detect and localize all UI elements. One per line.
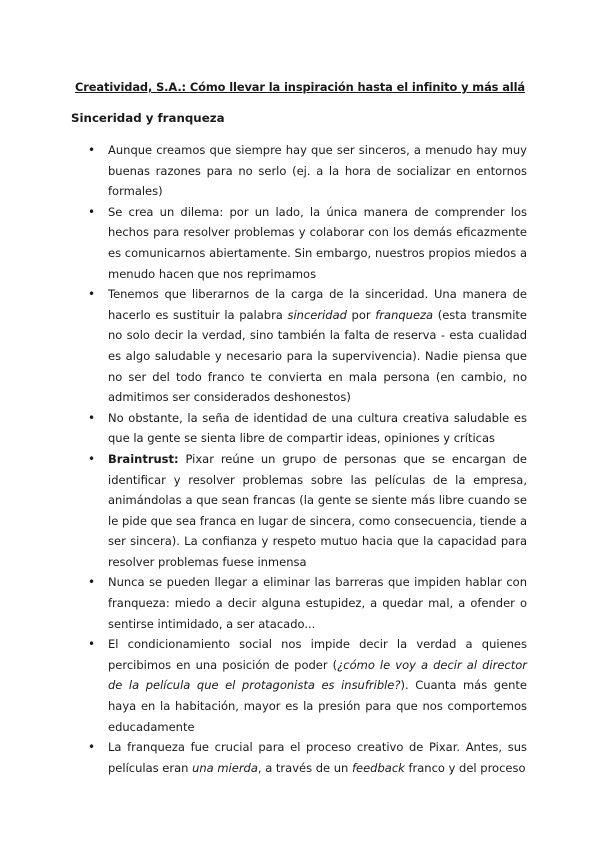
list-item <box>71 284 527 408</box>
bullet-text: El condicionamiento social nos impide decir la verdad a quienes percibimos en una posición de poder ( <box>108 637 527 672</box>
list-item <box>71 202 527 284</box>
list-item <box>71 572 527 634</box>
bullet-text: franco y del proceso <box>404 760 526 775</box>
bullet-text: Aunque creamos que siempre hay que ser sinceros, a menudo hay muy buenas razones para no serlo (ej. a la hora de socializar en entornos formales) <box>108 143 527 199</box>
bullet-text: Se crea un dilema: por un lado, la única manera de comprender los hechos para resolver problemas y colaborar con los demás eficazmente es comunicarnos abiertamente. Sin embargo, nuestros propios miedos a menudo hacen que nos reprimamos <box>108 204 527 281</box>
bullet-text: No obstante, la seña de identidad de una cultura creativa saludable es que la gente se sienta libre de compartir ideas, opiniones y críticas <box>108 410 527 446</box>
list-item <box>71 408 527 449</box>
bullet-text: Pixar reúne un grupo de personas que se encargan de identificar y resolver problemas sobre las películas de la empresa, animándolas a que sean francas (la gente se siente más libre cuando se le pide que sea franca en lugar de sincera, como consecuencia, tiende a ser sincera). La confianza y respeto mutuo hacia que la capacidad para resolver problemas fuese inmensa <box>108 451 527 569</box>
italic-term: feedback <box>351 760 405 775</box>
bullet-text: ). Cuanta más gente haya en la habitación, mayor es la presión para que nos comportemos educadamente <box>108 678 527 734</box>
bullet-list <box>71 140 527 778</box>
bullet-text: La franqueza fue crucial para el proceso creativo de Pixar. Antes, sus películas eran <box>108 740 527 775</box>
italic-quote: ¿cómo le voy a decir al director de la película que el protagonista es insufrible? <box>108 657 527 693</box>
bullet-text: , a través de un <box>257 760 352 775</box>
list-item <box>71 140 527 202</box>
bullet-text: Tenemos que liberarnos de la carga de la sinceridad. Una manera de hacerlo es sustituir la palabra <box>108 287 527 322</box>
bold-term: Braintrust: <box>108 451 179 466</box>
italic-term: sinceridad <box>287 307 347 322</box>
italic-term: una mierda <box>192 760 258 775</box>
bullet-text: Nunca se pueden llegar a eliminar las barreras que impiden hablar con franqueza: miedo a decir alguna estupidez, a quedar mal, a ofender o sentirse intimidado, a ser atacado... <box>108 575 527 631</box>
list-item <box>71 449 527 573</box>
list-item <box>71 634 527 737</box>
bullet-text: (esta transmite no solo decir la verdad, sino también la falta de reserva - esta cualidad es algo saludable y necesario para la supervivencia). Nadie piensa que no ser del todo franco te convierta en mala persona (en cambio, no admitimos ser considerados deshonestos) <box>108 307 528 405</box>
italic-term: franqueza <box>375 307 434 322</box>
list-item <box>71 737 527 778</box>
section-heading: Sinceridad y franqueza <box>71 111 225 125</box>
bullet-text: por <box>346 307 376 322</box>
document-title: Creatividad, S.A.: Cómo llevar la inspiración hasta el infinito y más allá <box>75 80 525 94</box>
